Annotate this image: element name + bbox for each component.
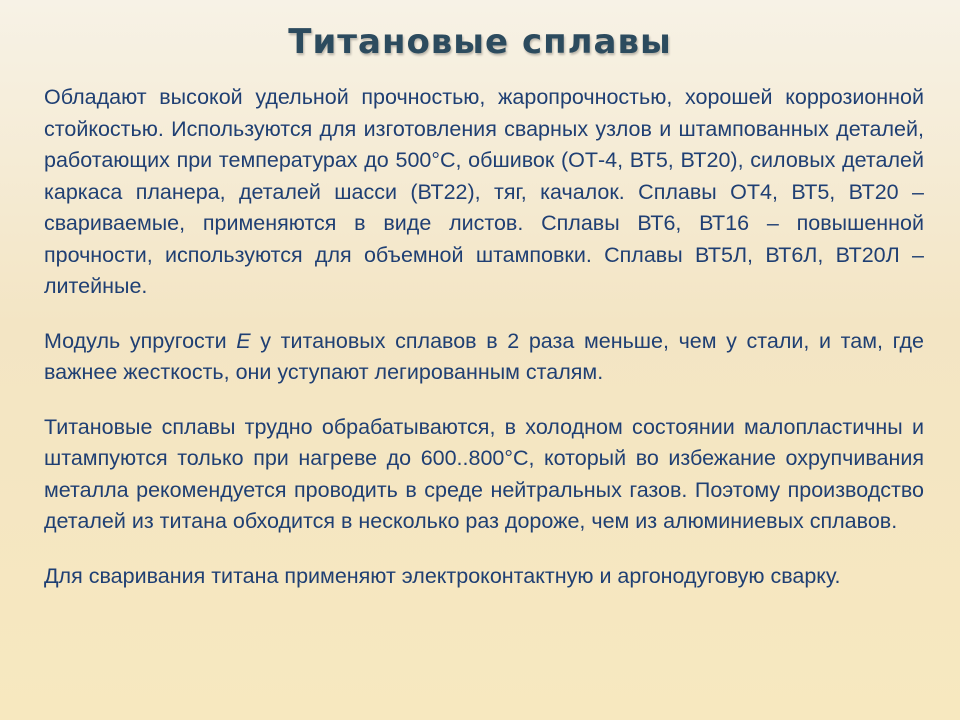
- paragraph-machining-difficulty: Титановые сплавы трудно обрабатываются, в холодном состоянии малопластичны и штампуются только при нагреве до 600..800°С, который во избежание охрупчивания металла рекомендуется проводить в среде нейтральных газов. Поэтому производство деталей из титана обходится в несколько раз дороже, чем из алюминиевых сплавов.: [44, 414, 924, 533]
- slide-body: [44, 82, 924, 592]
- paragraph-elastic-modulus-text-before: Модуль упругости: [44, 328, 237, 353]
- paragraph-titanium-properties: Обладают высокой удельной прочностью, жаропрочностью, хорошей коррозионной стойкостью. Используются для изготовления сварных узлов и штампованных деталей, работающих при температурах до 500°С, обшивок (ОТ-4, ВТ5, ВТ20), силовых деталей каркаса планера, деталей шасси (ВТ22), тяг, качалок. Сплавы ОТ4, ВТ5, ВТ20 – свариваемые, применяются в виде листов. Сплавы ВТ6, ВТ16 – повышенной прочности, используются для объемной штамповки. Сплавы ВТ5Л, ВТ6Л, ВТ20Л – литейные.: [44, 85, 924, 298]
- elastic-modulus-symbol: Е: [236, 328, 251, 353]
- paragraph-elastic-modulus-text-after: у титановых сплавов в 2 раза меньше, чем у стали, и там, где важнее жесткость, они уступают легированным сталям.: [44, 328, 924, 384]
- paragraph-welding-methods: Для сваривания титана применяют электроконтактную и аргонодуговую сварку.: [44, 563, 841, 588]
- paragraph-elastic-modulus: [44, 326, 924, 389]
- slide-title: Титановые сплавы: [288, 22, 672, 62]
